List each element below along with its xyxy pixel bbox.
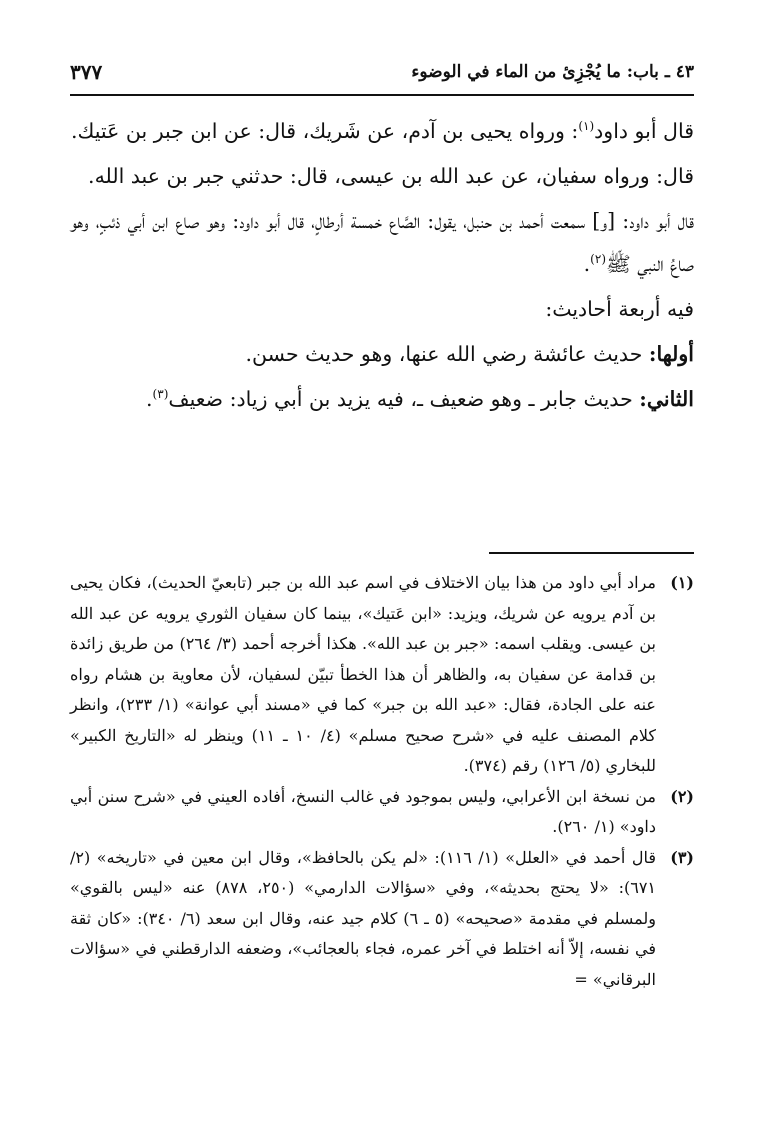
footnotes xyxy=(70,568,694,995)
footnote-item xyxy=(70,782,694,843)
paragraph-1-text-b: : ورواه يحيى بن آدم، عن شَريك، قال: عن ابن جبر بن عَتيك. xyxy=(70,119,579,143)
paragraph-6 xyxy=(70,378,694,421)
paragraph-3-text-a: قال أبو داود: [و] سمعت أحمد بن حنبل، يقول: الصَّاع خمسة أرطالٍ، قال أبو داود: وهو صاع ابن أبي ذئبٍ، وهو صاعُ النبي ﷺ xyxy=(70,209,694,276)
hadith-1-lead: أولها: xyxy=(648,342,694,366)
paragraph-3-text-b: . xyxy=(583,252,591,276)
footnote-text: قال أحمد في «العلل» (١/ ١١٦): «لم يكن بالحافظ»، وقال ابن معين في «تاريخه» (٢/ ٦٧١): «لا يحتج بحديثه»، وفي «سؤالات الدارمي» (٢٥٠، ٨٧٨) عنه «ليس بالقوي» ولمسلم في مقدمة «صحيحه» (٥ ـ ٦) كلام جيد عنه، وقال ابن سعد (٦/ ٣٤٠): «كان ثقة في نفسه، إلاّ أنه اختلط في آخر عمره، فجاء بالعجائب»، وضعفه الدارقطني في «سؤالات البرقاني» = xyxy=(70,847,657,989)
footnote-text: مراد أبي داود من هذا بيان الاختلاف في اسم عبد الله بن جبر (تابعيّ الحديث)، فكان يحيى بن آدم يرويه عن شريك، ويزيد: «ابن عَتيك»، بينما كان سفيان الثوري يرويه عن عبد الله بن عيسى. ويقلب اسمه: «جبر بن عبد الله». هكذا أخرجه أحمد (٣/ ٢٦٤) من طريق زائدة بن قدامة عن سفيان به، والظاهر أن هذا الخطأ تبيّن لسفيان، لأن معاوية بن هشام رواه عنه على الجادة، فقال: «عبد الله بن جبر» كما في «مسند أبي عوانة» (١/ ٢٣٣)، وانظر كلام المصنف عليه في «شرح صحيح مسلم» (٤/ ١٠ ـ ١١) وينظر له «التاريخ الكبير» للبخاري (٥/ ١٢٦) رقم (٣٧٤). xyxy=(70,573,657,775)
paragraph-3 xyxy=(70,200,694,286)
footnote-number: (٢) xyxy=(670,786,694,806)
paragraph-2: قال: ورواه سفيان، عن عبد الله بن عيسى، قال: حدثني جبر بن عبد الله. xyxy=(88,164,694,188)
page-header xyxy=(70,56,694,96)
hadith-2-end: . xyxy=(146,387,153,411)
footnote-item xyxy=(70,843,694,996)
footnote-number: (١) xyxy=(670,573,694,592)
paragraph-1-text-a: قال أبو داود xyxy=(594,119,694,143)
footnote-item xyxy=(70,568,694,782)
hadith-2-text: حديث جابر ـ وهو ضعيف ـ، فيه يزيد بن أبي زياد: ضعيف xyxy=(168,387,640,411)
main-text xyxy=(70,110,694,423)
page-number: ٣٧٧ xyxy=(70,60,103,84)
footnote-number: (٣) xyxy=(670,847,694,867)
footnote-ref-3[interactable]: (٣) xyxy=(152,387,169,402)
hadith-2-lead: الثاني: xyxy=(639,387,694,411)
footnote-ref-2[interactable]: (٢) xyxy=(590,252,606,267)
paragraph-5 xyxy=(70,333,694,376)
footnote-separator xyxy=(489,552,694,554)
chapter-title: ٤٣ ـ باب: ما يُجْزِئ من الماء في الوضوء xyxy=(411,62,694,82)
paragraph-4: فيه أربعة أحاديث: xyxy=(545,297,694,321)
footnote-text: من نسخة ابن الأعرابي، وليس بموجود في غالب النسخ، أفاده العيني في «شرح سنن أبي داود» (١/ ٢٦٠). xyxy=(70,786,656,836)
hadith-1-text: حديث عائشة رضي الله عنها، وهو حديث حسن. xyxy=(245,342,649,366)
paragraph-1 xyxy=(70,110,694,153)
footnote-ref-1[interactable]: (١) xyxy=(578,119,595,134)
